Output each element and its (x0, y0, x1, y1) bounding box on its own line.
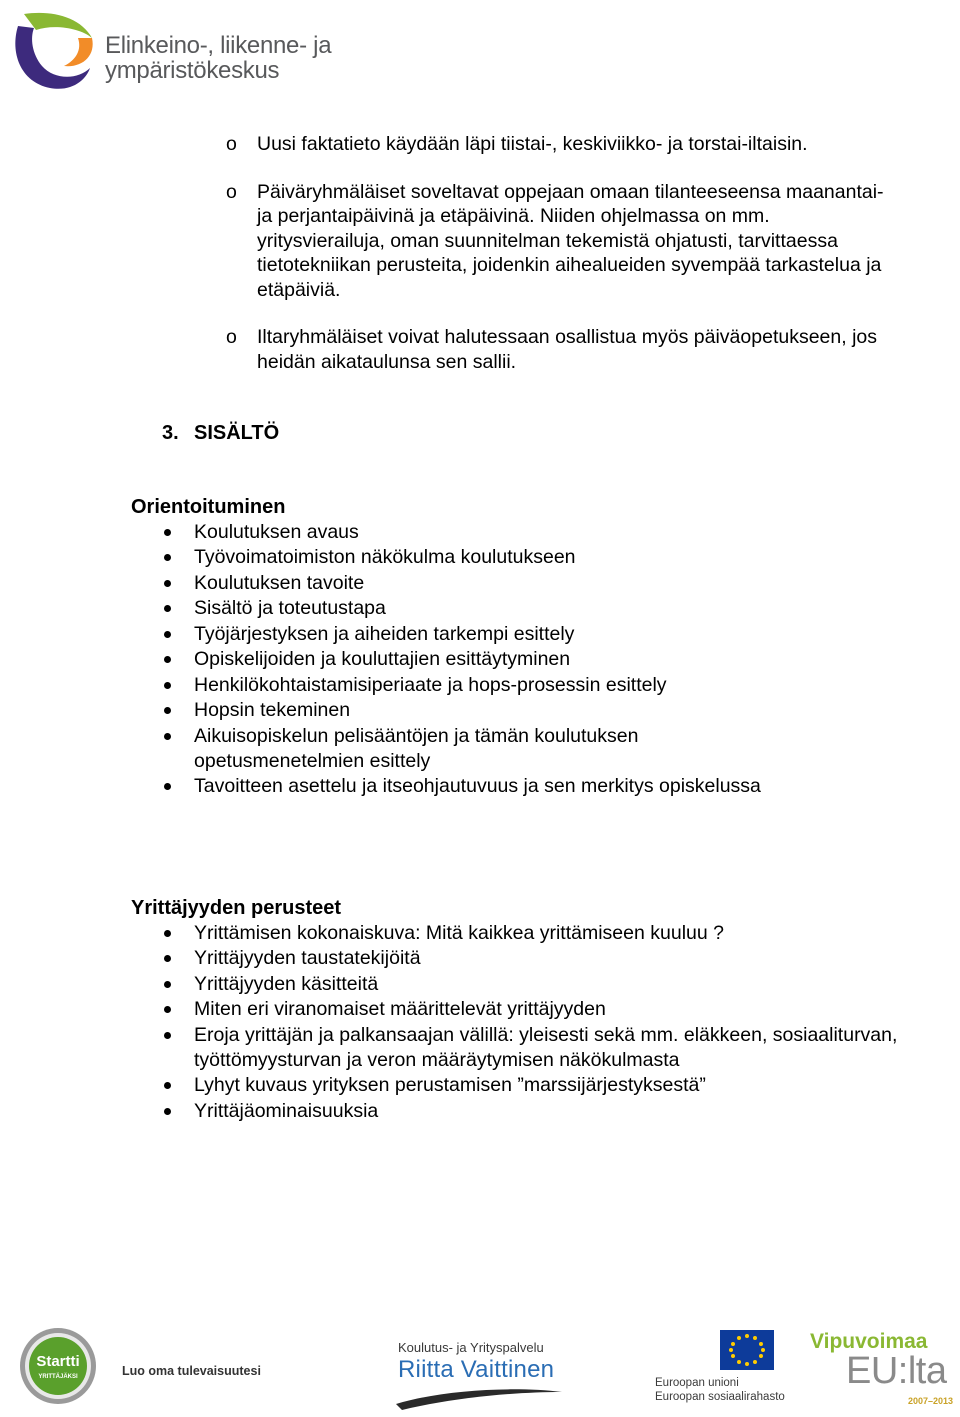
riitta-subtitle: Koulutus- ja Yrityspalvelu (398, 1340, 544, 1355)
vipu-title: Vipuvoimaa (810, 1330, 928, 1353)
list-item-text: Yrittäjyyden taustatekijöitä (194, 947, 421, 970)
list-item-text: Tavoitteen asettelu ja itseohjautuvuus ja sen merkitys opiskelussa (194, 775, 761, 798)
list-item (131, 622, 891, 647)
list-item-text: Työvoimatoimiston näkökulma koulutukseen (194, 546, 576, 569)
startti-yrittajaksi-logo (18, 1326, 261, 1406)
list-item-text: Yrittäjäominaisuuksia (194, 1099, 379, 1122)
riitta-name: Riitta Vaittinen (398, 1356, 555, 1383)
list-item-text: Työjärjestyksen ja aiheiden tarkempi esittely (194, 622, 575, 645)
bullet-dot-icon (164, 631, 171, 638)
list-item-text: Hopsin tekeminen (194, 699, 351, 722)
sub-bullet-marker: o (226, 133, 237, 155)
bullet-dot-icon (164, 1108, 171, 1115)
bullet-dot-icon (164, 1032, 171, 1039)
list-item-text: Miten eri viranomaiset määrittelevät yrittäjyyden (194, 998, 606, 1021)
list-item (131, 921, 891, 946)
list-item-text: Koulutuksen avaus (194, 521, 359, 543)
list-item (131, 596, 891, 621)
sub-bullet-list (226, 132, 886, 397)
footer-logos (0, 1320, 960, 1417)
list-item (131, 1073, 891, 1098)
startti-slogan: Luo oma tulevaisuutesi (122, 1364, 261, 1378)
bullet-dot-icon (164, 656, 171, 663)
list-item (131, 698, 891, 723)
list-item (131, 1099, 891, 1124)
bullet-dot-icon (164, 1006, 171, 1013)
topic-title: Yrittäjyyden perusteet (131, 897, 342, 919)
bullet-dot-icon (164, 955, 171, 962)
eu-esr-logo (652, 1328, 785, 1410)
bullet-dot-icon (164, 930, 171, 937)
bullet-dot-icon (164, 707, 171, 714)
vipu-years: 2007–2013 (908, 1396, 954, 1406)
sub-bullet-marker: o (226, 326, 237, 348)
bullet-dot-icon (164, 733, 171, 740)
vipu-main-text: EU:lta (846, 1350, 947, 1392)
sub-item-text: Iltaryhmäläiset voivat halutessaan osallistua myös päiväopetukseen, jos heidän aikataulunsa sen sallii. (257, 326, 878, 373)
sub-item-text: Uusi faktatieto käydään läpi tiistai-, keskiviikko- ja torstai-iltaisin. (257, 133, 808, 155)
bullet-dot-icon (164, 554, 171, 561)
bullet-dot-icon (164, 605, 171, 612)
swoosh-icon (392, 1382, 572, 1412)
list-item (131, 1023, 934, 1073)
list-item (131, 972, 891, 997)
ely-logo-mark (10, 8, 100, 92)
list-item-text: Henkilökohtaistamisiperiaate ja hops-prosessin esittely (194, 673, 667, 696)
bullet-list (131, 921, 898, 1124)
vipuvoimaa-eu-logo (808, 1328, 958, 1412)
bullet-dot-icon (164, 580, 171, 587)
list-item-text: Yrittämisen kokonaiskuva: Mitä kaikkea yrittämiseen kuuluu ? (194, 922, 724, 944)
ely-centre-logo (10, 8, 340, 92)
section-title: SISÄLTÖ (194, 422, 280, 444)
eu-fund-label: Euroopan sosiaalirahasto (655, 1391, 785, 1403)
list-item-text: Aikuisopiskelun pelisääntöjen ja tämän koulutuksen opetusmenetelmien esittely (194, 724, 639, 772)
sub-bullet-marker: o (226, 180, 237, 203)
sub-list-item (226, 325, 886, 374)
list-item-text: Lyhyt kuvaus yrityksen perustamisen ”marssijärjestyksestä” (194, 1074, 706, 1097)
list-item (131, 997, 891, 1022)
sub-item-text: Päiväryhmäläiset soveltavat oppejaan omaan tilanteeseensa maanantai- ja perjantaipäivinä ja etäpäivinä. Niiden ohjelmassa on mm. yritysvierailuja, oman suunnitelman tekemistä ohjatusti, tarvittaessa tietotekniikan perusteita, joidenkin aihealueiden syvempää tarkastelua ja etäpäiviä. (257, 180, 884, 301)
topic-yrittajyyden-perusteet (131, 895, 898, 1124)
list-item-text: Yrittäjyyden käsitteitä (194, 972, 379, 995)
bullet-dot-icon (164, 981, 171, 988)
topic-title: Orientoituminen (131, 496, 286, 518)
list-item-text: Koulutuksen tavoite (194, 571, 365, 594)
list-item (131, 647, 891, 672)
logo-text-line1: Elinkeino-, liikenne- ja (105, 32, 332, 59)
list-item (131, 774, 891, 799)
list-item (131, 673, 891, 698)
bullet-dot-icon (164, 1082, 171, 1089)
list-item (131, 946, 891, 971)
sub-list-item (226, 180, 886, 303)
list-item-text: Opiskelijoiden ja kouluttajien esittäytyminen (194, 648, 571, 671)
list-item (131, 520, 891, 545)
sub-list-item (226, 132, 886, 157)
section-heading (162, 422, 279, 445)
section-number: 3. (162, 422, 179, 444)
list-item (131, 724, 744, 774)
bullet-dot-icon (164, 529, 171, 536)
eu-flag-icon (652, 1328, 776, 1374)
bullet-dot-icon (164, 682, 171, 689)
startti-badge-line2: YRITTÄJÄKSI (38, 1374, 78, 1380)
startti-badge-line1: Startti (36, 1353, 80, 1370)
bullet-dot-icon (164, 783, 171, 790)
list-item (131, 571, 891, 596)
eu-union-label: Euroopan unioni (655, 1377, 739, 1389)
list-item-text: Sisältö ja toteutustapa (194, 597, 386, 620)
topic-orientoituminen (131, 494, 891, 800)
startti-badge-icon (18, 1326, 102, 1410)
riitta-vaittinen-logo (392, 1338, 572, 1414)
bullet-list (131, 520, 891, 799)
list-item (131, 545, 891, 570)
logo-text-line2: ympäristökeskus (105, 57, 280, 84)
list-item-text: Eroja yrittäjän ja palkansaajan välillä: yleisesti sekä mm. eläkkeen, sosiaaliturvan, työttömyysturvan ja veron määräytymisen näkökulmasta (194, 1023, 898, 1071)
